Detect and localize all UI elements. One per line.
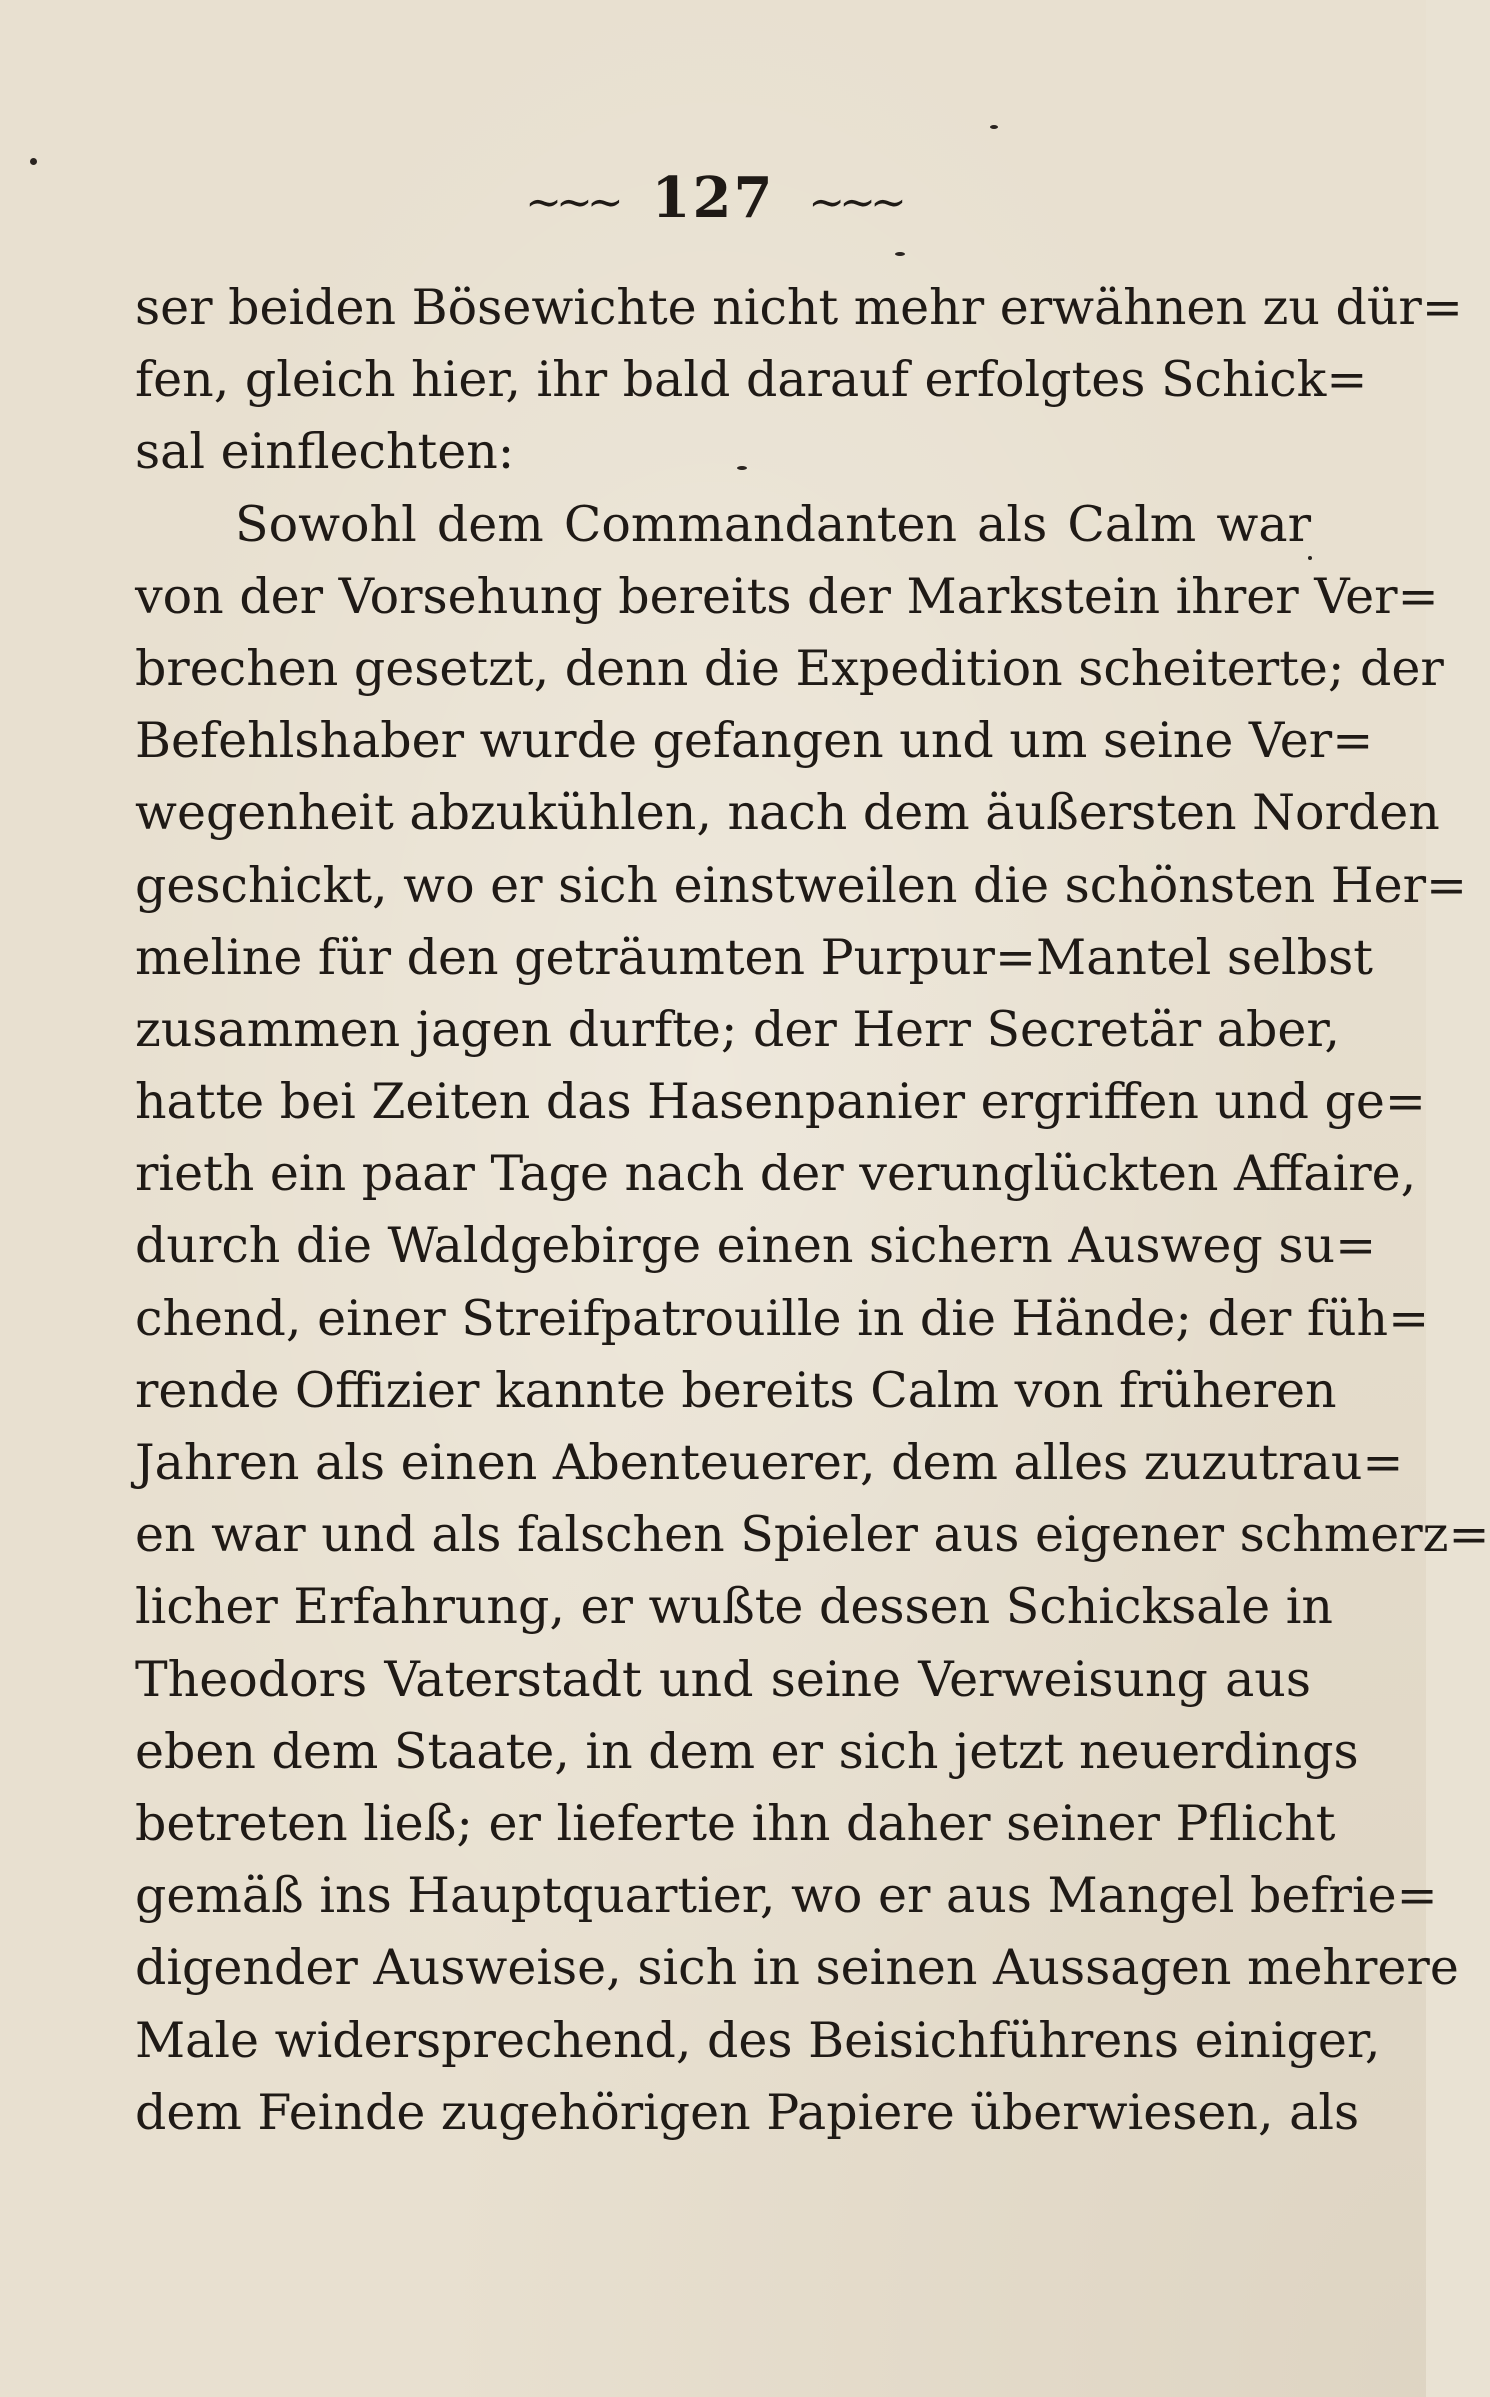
ink-speck: [737, 466, 747, 470]
text-line: fen, gleich hier, ihr bald darauf erfolgtes Schick=: [135, 351, 1368, 409]
text-line: wegenheit abzukühlen, nach dem äußersten Norden: [135, 784, 1440, 842]
text-line: zusammen jagen durfte; der Herr Secretär aber,: [135, 1000, 1340, 1058]
text-line: Theodors Vaterstadt und seine Verweisung aus: [135, 1650, 1311, 1708]
ink-speck: [1308, 556, 1312, 560]
text-line: chend, einer Streifpatrouille in die Hände; der füh=: [135, 1289, 1430, 1347]
text-line: meline für den geträumten Purpur=Mantel selbst: [135, 928, 1373, 986]
text-line: rieth ein paar Tage nach der verunglückten Affaire,: [135, 1145, 1417, 1203]
ink-speck: [990, 125, 998, 129]
body-text: [135, 272, 1490, 2149]
text-line: licher Erfahrung, er wußte dessen Schicksale in: [135, 1578, 1333, 1636]
text-line: durch die Waldgebirge einen sichern Ausweg su=: [135, 1217, 1377, 1275]
text-line: rende Offizier kannte bereits Calm von früheren: [135, 1361, 1337, 1419]
ink-speck: [895, 252, 905, 256]
text-line: ser beiden Bösewichte nicht mehr erwähnen zu dür=: [135, 279, 1463, 336]
text-line: hatte bei Zeiten das Hasenpanier ergriffen und ge=: [135, 1073, 1426, 1131]
text-line: geschickt, wo er sich einstweilen die schönsten Her=: [135, 856, 1468, 914]
ink-speck: [30, 158, 37, 165]
text-line: dem Feinde zugehörigen Papiere überwiesen, als: [135, 2083, 1360, 2141]
text-line: sal einflechten:: [135, 423, 515, 481]
text-line: Sowohl dem Commandanten als Calm war: [235, 495, 1311, 553]
page-header: [0, 165, 1426, 231]
text-line: von der Vorsehung bereits der Markstein ihrer Ver=: [135, 567, 1439, 625]
text-line: Befehlshaber wurde gefangen und um seine Ver=: [135, 712, 1374, 770]
text-line: digender Ausweise, sich in seinen Aussagen mehrere: [135, 1939, 1459, 1997]
text-line: Jahren als einen Abenteuerer, dem alles zuzutrau=: [135, 1434, 1404, 1491]
page-number: 127: [651, 165, 775, 231]
text-line: brechen gesetzt, denn die Expedition scheiterte; der: [135, 639, 1444, 697]
ornament-right: ~~~: [808, 177, 901, 228]
text-line: Male widersprechend, des Beisichführens einiger,: [135, 2011, 1381, 2069]
text-line: eben dem Staate, in dem er sich jetzt neuerdings: [135, 1722, 1359, 1780]
text-line: betreten ließ; er lieferte ihn daher seiner Pflicht: [135, 1794, 1336, 1852]
text-line: en war und als falschen Spieler aus eigener schmerz=: [135, 1506, 1490, 1564]
ornament-left: ~~~: [525, 177, 618, 228]
text-line: gemäß ins Hauptquartier, wo er aus Mangel befrie=: [135, 1867, 1438, 1925]
